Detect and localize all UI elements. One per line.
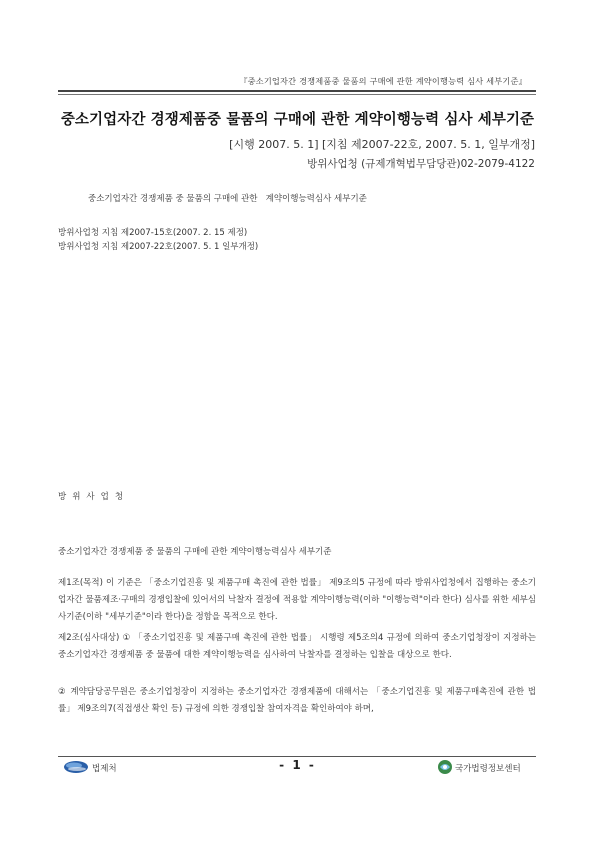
header-rule-thick (58, 90, 536, 92)
enforcement-info: [시행 2007. 5. 1] [지침 제2007-22호, 2007. 5. 1, 일부개정] (229, 138, 535, 151)
header-document-tag: 『중소기업자간 경쟁제품중 물품의 구매에 관한 계약이행능력 심사 세부기준』 (239, 76, 527, 86)
article-paragraph: 제1조(목적) 이 기준은 「중소기업진흥 및 제품구매 촉진에 관한 법률」 제9조의5 규정에 따라 방위사업청에서 집행하는 중소기업자간 물품제조·구매의 경쟁입찰에 있어서의 낙찰자 결정에 적용할 계약이행능력(이하 "이행능력"이라 한다) 심사를 위한 세부심사기준(이하 "세부기준"이라 한다)을 정함을 목적으로 한다. (58, 578, 536, 622)
history-item: 방위사업청 지침 제2007-22호(2007. 5. 1 일부개정) (58, 242, 259, 252)
document-heading: 중소기업자간 경쟁제품중 물품의 구매에 관한 계약이행능력 심사 세부기준 (60, 112, 535, 128)
body-title: 중소기업자간 경쟁제품 중 물품의 구매에 관한 계약이행능력심사 세부기준 (58, 547, 332, 557)
footer-rule (58, 756, 536, 757)
article-paragraph: 제2조(심사대상) ① 「중소기업진흥 및 제품구매 촉진에 관한 법률」 시행령 제5조의4 규정에 의하여 중소기업청장이 지정하는 중소기업자간 경쟁제품 중 물품에 대한 계약이행능력을 심사하여 낙찰자를 결정하는 입찰을 대상으로 한다. (58, 633, 536, 660)
page-number: - 1 - (279, 758, 316, 772)
history-item: 방위사업청 지침 제2007-15호(2007. 2. 15 제정) (58, 228, 248, 238)
header-rule-thin (58, 94, 536, 95)
law-center-logo-icon (437, 759, 453, 775)
document-subtitle: 중소기업자간 경쟁제품 중 물품의 구매에 관한 계약이행능력심사 세부기준 (88, 194, 367, 204)
agency-contact: 방위사업청 (규제개혁법무담당관)02-2079-4122 (307, 158, 535, 170)
footer-left-label: 법제처 (92, 764, 117, 774)
article-paragraph: ② 계약담당공무원은 중소기업청장이 지정하는 중소기업자간 경쟁제품에 대해서는 「중소기업진흥 및 제품구매촉진에 관한 법률」 제9조의7(직접생산 확인 등) 규정에 의한 경쟁입찰 참여자격을 확인하여야 하며, (58, 687, 536, 714)
organization-name: 방위사업청 (58, 492, 130, 502)
footer-right-label: 국가법령정보센터 (455, 764, 521, 774)
